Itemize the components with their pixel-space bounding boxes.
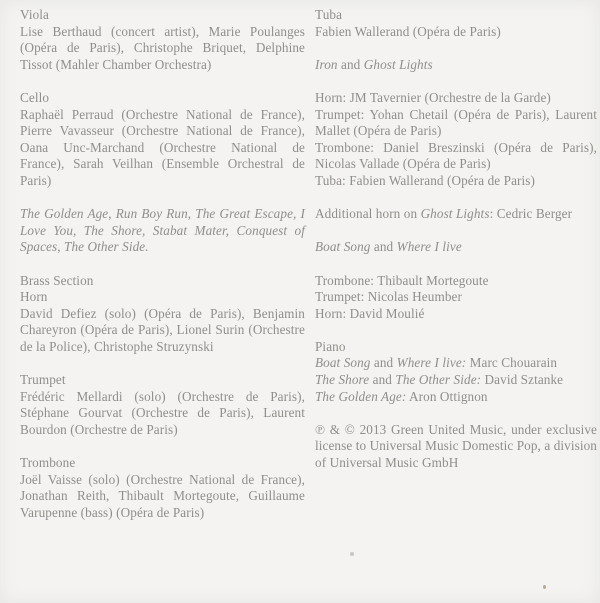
text-run: Horn: [20, 289, 48, 305]
text-run: Horn: David Moulié: [315, 305, 425, 321]
italic-text-run: Ghost Lights: [363, 56, 433, 72]
text-run: Trombone: Daniel Breszinski (Opéra de Paris), Nicolas Vallade (Opéra de Paris): [315, 139, 597, 172]
text-run: ℗ & © 2013 Green United Music, under exclusive license to Universal Music Domestic Pop, a division of Universal Music GmbH: [315, 421, 597, 471]
text-run: Trumpet: Yohan Chetail (Opéra de Paris), Laurent Mallet (Opéra de Paris): [315, 106, 597, 139]
text-run: David Sztanke: [481, 372, 564, 388]
section-trumpet: [20, 372, 305, 438]
text-paragraph: [20, 206, 305, 256]
section-additional-horn: [315, 206, 597, 223]
right-column: [315, 7, 597, 538]
text-run: Fabien Wallerand (Opéra de Paris): [315, 23, 501, 39]
text-paragraph: [20, 107, 305, 190]
text-paragraph: [315, 24, 597, 41]
italic-text-run: Where I live:: [396, 355, 467, 371]
text-run: David Defiez (solo) (Opéra de Paris), Benjamin Chareyron (Opéra de Paris), Lionel Surin (Orchestre de la Police), Christophe Struzynski: [20, 305, 305, 354]
text-paragraph: [315, 140, 597, 173]
text-paragraph: [315, 239, 597, 256]
text-paragraph: [315, 273, 597, 290]
italic-text-run: The Golden Age:: [315, 388, 407, 404]
text-run: Piano: [315, 338, 346, 354]
text-paragraph: [315, 206, 597, 223]
text-paragraph: [315, 372, 597, 389]
italic-text-run: Iron: [315, 56, 338, 72]
italic-text-run: Where I live: [396, 239, 462, 255]
text-paragraph: [315, 90, 597, 107]
text-paragraph: [315, 173, 597, 190]
section-copyright: [315, 422, 597, 472]
text-paragraph: [315, 339, 597, 356]
text-paragraph: [20, 273, 305, 290]
section-iron-ghost-lights-heading: [315, 57, 597, 74]
section-brass-section-horn: [20, 273, 305, 356]
text-run: and: [369, 372, 396, 388]
scan-speck: [543, 585, 546, 589]
text-run: Tuba: Fabien Wallerand (Opéra de Paris): [315, 172, 536, 188]
italic-text-run: The Other Side:: [395, 372, 482, 388]
text-run: Trombone: Thibault Mortegoute: [315, 272, 489, 288]
text-run: Trumpet: Nicolas Heumber: [315, 289, 462, 305]
section-track-list: [20, 206, 305, 256]
text-paragraph: [20, 306, 305, 356]
text-run: Cello: [20, 89, 50, 105]
text-run: and: [337, 56, 364, 72]
text-run: Brass Section: [20, 272, 94, 288]
text-run: Tuba: [315, 7, 343, 22]
text-run: Joël Vaisse (solo) (Orchestre National de France), Jonathan Reith, Thibault Mortegoute, Guillaume Varupenne (bass) (Opéra de Paris): [20, 471, 305, 520]
text-paragraph: [315, 355, 597, 372]
text-paragraph: [20, 24, 305, 74]
text-paragraph: [20, 90, 305, 107]
text-paragraph: [20, 372, 305, 389]
section-iron-ghost-lights-credits: [315, 90, 597, 190]
section-cello: [20, 90, 305, 190]
section-piano: [315, 339, 597, 405]
italic-text-run: Boat Song: [315, 239, 371, 255]
text-paragraph: [315, 57, 597, 74]
text-run: Marc Chouarain: [466, 355, 558, 371]
italic-text-run: Boat Song: [315, 355, 371, 371]
section-boat-song-heading: [315, 239, 597, 256]
section-boat-song-credits: [315, 273, 597, 323]
credits-columns: [20, 7, 597, 538]
text-run: Lise Berthaud (concert artist), Marie Poulanges (Opéra de Paris), Christophe Briquet, Delphine Tissot (Mahler Chamber Orchestra): [20, 23, 305, 72]
text-run: Trombone: [20, 455, 76, 471]
left-column: [20, 7, 305, 538]
text-run: Raphaël Perraud (Orchestre National de France), Pierre Vavasseur (Orchestre National de France), Oana Unc-Marchand (Orchestre National de France), Sarah Veilhan (Ensemble Orchestral de Paris): [20, 106, 305, 188]
text-run: and: [370, 239, 397, 255]
italic-text-run: Ghost Lights: [420, 206, 490, 222]
text-paragraph: [315, 7, 597, 24]
italic-text-run: The Golden Age, Run Boy Run, The Great Escape, I Love You, The Shore, Stabat Mater, Conquest of Spaces, The Other Side.: [20, 206, 305, 255]
text-paragraph: [315, 306, 597, 323]
section-viola: [20, 7, 305, 73]
section-tuba: [315, 7, 597, 40]
text-run: Aron Ottignon: [406, 388, 488, 404]
text-run: Horn: JM Tavernier (Orchestre de la Garde): [315, 89, 551, 105]
text-run: Frédéric Mellardi (solo) (Orchestre de Paris), Stéphane Gourvat (Orchestre de Paris), Laurent Bourdon (Orchestre de Paris): [20, 388, 305, 437]
text-run: Additional horn on: [315, 206, 421, 222]
text-paragraph: [20, 7, 305, 24]
text-paragraph: [315, 107, 597, 140]
text-run: : Cedric Berger: [489, 206, 573, 222]
text-run: and: [370, 355, 397, 371]
text-paragraph: [20, 455, 305, 472]
text-run: Viola: [20, 7, 50, 22]
text-paragraph: [20, 389, 305, 439]
italic-text-run: The Shore: [315, 372, 370, 388]
text-paragraph: [315, 389, 597, 406]
text-paragraph: [20, 289, 305, 306]
text-paragraph: [315, 422, 597, 472]
text-paragraph: [315, 289, 597, 306]
text-paragraph: [20, 472, 305, 522]
section-trombone: [20, 455, 305, 521]
scan-speck: [350, 552, 354, 556]
text-run: Trumpet: [20, 372, 66, 388]
